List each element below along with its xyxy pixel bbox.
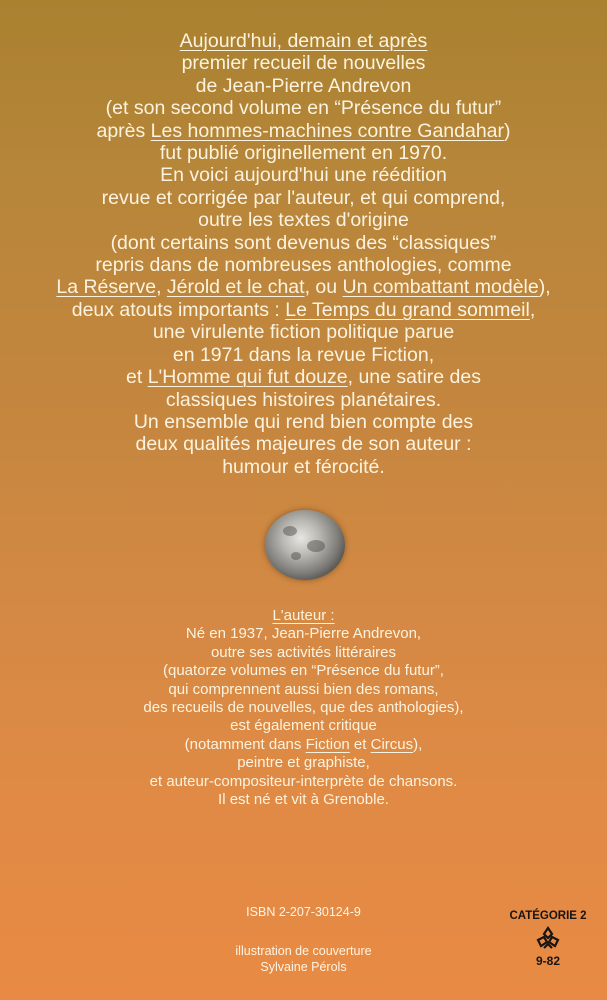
blurb-line: (et son second volume en “Présence du futur” xyxy=(105,97,502,120)
blurb-line: (dont certains sont devenus des “classiques” xyxy=(110,231,497,254)
moon-icon xyxy=(265,510,345,580)
cited-title: Le Temps du grand sommeil xyxy=(285,298,530,321)
bio-line: (quatorze volumes en “Présence du futur”, xyxy=(163,662,444,680)
bio-line: Il est né et vit à Grenoble. xyxy=(218,791,389,809)
publisher-logo-icon xyxy=(535,926,561,952)
category-block xyxy=(503,910,593,968)
category-label: CATÉGORIE 2 xyxy=(509,910,587,922)
moon-crater xyxy=(291,552,301,560)
blurb-line: en 1971 dans la revue Fiction, xyxy=(172,343,435,366)
credit-line: illustration de couverture xyxy=(235,944,372,958)
blurb-line: et L'Homme qui fut douze, une satire des xyxy=(126,366,481,389)
bio-line: outre ses activités littéraires xyxy=(210,643,397,661)
bio-line: des recueils de nouvelles, que des anthologies), xyxy=(143,699,464,717)
cited-magazine: Circus xyxy=(370,735,414,753)
blurb-line xyxy=(0,30,607,52)
author-heading: L'auteur : xyxy=(272,607,335,624)
blurb-line: La Réserve, Jérold et le chat, ou Un combattant modèle), xyxy=(56,276,551,299)
cited-title: Un combattant modèle xyxy=(342,276,539,299)
moon-crater xyxy=(283,526,297,536)
illustrator-name: Sylvaine Pérols xyxy=(260,960,347,974)
blurb-line: Un ensemble qui rend bien compte des xyxy=(133,410,474,433)
bio-line: et auteur-compositeur-interprète de chansons. xyxy=(149,772,458,790)
moon-crater xyxy=(307,540,325,552)
isbn: ISBN 2-207-30124-9 xyxy=(246,905,361,919)
blurb-line: une virulente fiction politique parue xyxy=(152,321,455,344)
cited-magazine: Fiction xyxy=(305,735,350,753)
blurb-line: En voici aujourd'hui une réédition xyxy=(160,164,447,187)
back-cover-blurb xyxy=(0,30,607,478)
bio-line: peintre et graphiste, xyxy=(237,754,370,772)
blurb-line: deux atouts importants : Le Temps du grand sommeil, xyxy=(71,298,536,321)
blurb-line: de Jean-Pierre Andrevon xyxy=(195,74,412,97)
cited-title: Jérold et le chat xyxy=(166,276,305,299)
book-title: Aujourd'hui, demain et après xyxy=(179,30,428,52)
blurb-line: après Les hommes-machines contre Gandahar) xyxy=(96,119,511,142)
blurb-line: repris dans de nombreuses anthologies, comme xyxy=(95,254,512,277)
blurb-line: humour et férocité. xyxy=(222,455,385,478)
category-code: 9-82 xyxy=(535,954,561,968)
blurb-line: premier recueil de nouvelles xyxy=(181,52,426,75)
blurb-line: fut publié originellement en 1970. xyxy=(159,142,448,165)
cited-title: L'Homme qui fut douze xyxy=(147,366,348,389)
blurb-line: deux qualités majeures de son auteur : xyxy=(135,433,472,456)
blurb-line: revue et corrigée par l'auteur, et qui comprend, xyxy=(101,186,506,209)
cited-title: La Réserve xyxy=(56,276,157,299)
blurb-line: classiques histoires planétaires. xyxy=(165,388,442,411)
cited-title: Les hommes-machines contre Gandahar xyxy=(150,119,505,142)
bio-line: est également critique xyxy=(230,717,377,735)
bio-line: (notamment dans Fiction et Circus), xyxy=(184,735,423,753)
author-bio xyxy=(0,607,607,809)
bio-line: qui comprennent aussi bien des romans, xyxy=(168,680,439,698)
bio-line: Né en 1937, Jean-Pierre Andrevon, xyxy=(185,625,422,643)
blurb-line: outre les textes d'origine xyxy=(198,209,409,232)
